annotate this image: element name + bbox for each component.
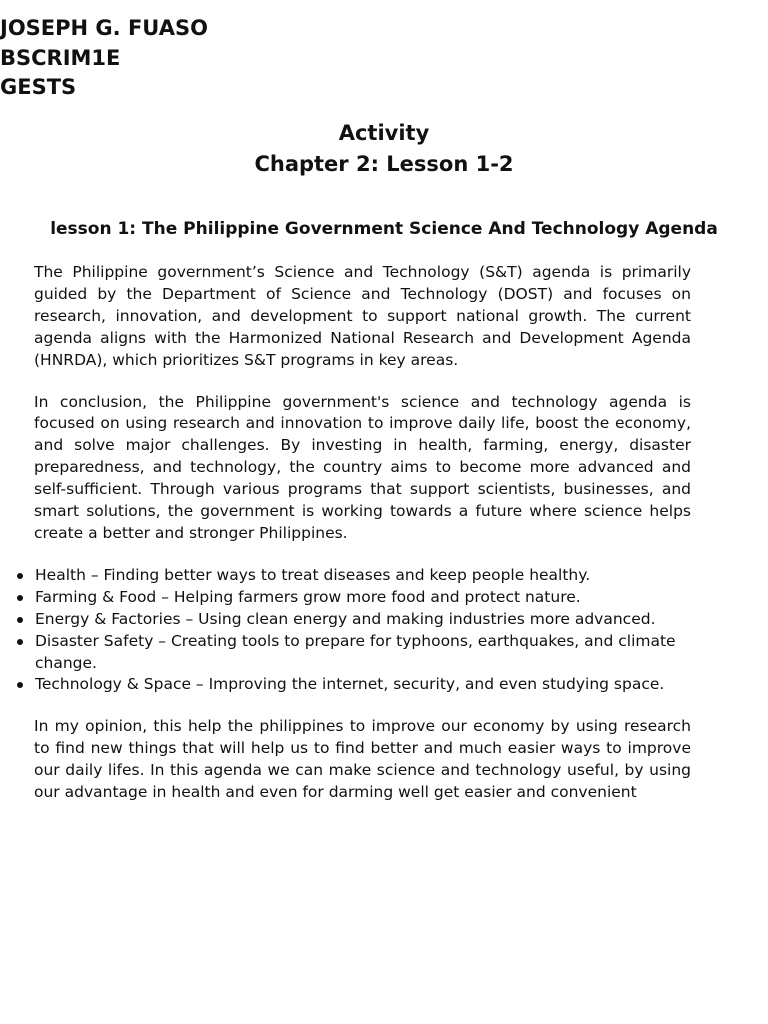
opinion-paragraph: In my opinion, this help the philippines to improve our economy by using research to find new things that will help us to find better and much easier ways to improve our daily lifes. In this agenda we can make science and technology useful, by using our advantage in health and even for darming well get easier and convenient bbox=[34, 717, 691, 802]
list-item: Health – Finding better ways to treat diseases and keep people healthy. bbox=[34, 565, 691, 587]
document-body bbox=[34, 262, 691, 824]
course-code: BSCRIM1E bbox=[0, 45, 121, 70]
title-activity: Activity bbox=[338, 121, 430, 145]
conclusion-paragraph: In conclusion, the Philippine government's science and technology agenda is focused on using research and innovation to improve daily life, boost the economy, and solve major challenges. By investing in health, farming, energy, disaster preparedness, and technology, the country aims to become more advanced and self-sufficient. Through various programs that support scientists, businesses, and smart solutions, the government is working towards a future where science helps create a better and stronger Philippines. bbox=[34, 392, 691, 542]
title-chapter: Chapter 2: Lesson 1-2 bbox=[254, 152, 514, 176]
author-header bbox=[0, 14, 208, 103]
list-item: Farming & Food – Helping farmers grow more food and protect nature. bbox=[34, 587, 691, 609]
list-item: Disaster Safety – Creating tools to prepare for typhoons, earthquakes, and climate change. bbox=[34, 631, 691, 675]
intro-paragraph: The Philippine government’s Science and Technology (S&T) agenda is primarily guided by the Department of Science and Technology (DOST) and focuses on research, innovation, and development to support national growth. The current agenda aligns with the Harmonized National Research and Development Agenda (HNRDA), which prioritizes S&T programs in key areas. bbox=[34, 263, 691, 369]
list-item: Technology & Space – Improving the internet, security, and even studying space. bbox=[34, 674, 691, 696]
priority-areas-list bbox=[34, 565, 691, 696]
lesson-heading: lesson 1: The Philippine Government Science And Technology Agenda bbox=[50, 219, 718, 239]
author-name: JOSEPH G. FUASO bbox=[0, 16, 208, 40]
list-item: Energy & Factories – Using clean energy and making industries more advanced. bbox=[34, 609, 691, 631]
subject-code: GESTS bbox=[0, 75, 77, 99]
document-title bbox=[0, 118, 768, 180]
